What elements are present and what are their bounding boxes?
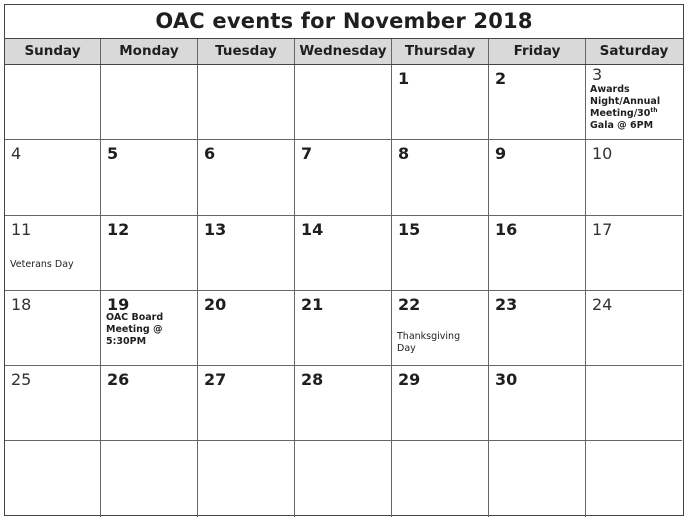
day-cell-19 <box>101 291 198 366</box>
day-number: 25 <box>11 370 32 390</box>
day-cell-24 <box>586 291 682 366</box>
event-line <box>590 108 660 120</box>
day-cell-25 <box>5 366 101 441</box>
day-cell-18 <box>5 291 101 366</box>
day-number: 13 <box>204 219 227 239</box>
day-cell-20 <box>198 291 295 366</box>
day-cell-empty <box>392 441 489 516</box>
day-number: 9 <box>495 144 507 164</box>
event-oac-board-meeting <box>106 312 163 348</box>
day-number: 1 <box>398 69 410 88</box>
day-cell-16 <box>489 216 586 291</box>
event-text: Meeting/30 <box>590 108 651 119</box>
calendar-title: OAC events for November 2018 <box>5 5 683 39</box>
day-cell-13 <box>198 216 295 291</box>
day-cell-empty <box>101 441 198 516</box>
event-line: Awards <box>590 84 630 95</box>
day-number: 7 <box>301 144 313 164</box>
day-number: 28 <box>301 370 324 390</box>
day-number: 15 <box>398 219 421 239</box>
day-number: 11 <box>11 219 32 239</box>
day-cell-8 <box>392 140 489 215</box>
day-number: 20 <box>204 294 227 314</box>
day-cell-28 <box>295 366 392 441</box>
day-cell-4 <box>5 140 101 215</box>
day-cell-15 <box>392 216 489 291</box>
day-number: 10 <box>592 144 613 164</box>
day-number: 14 <box>301 219 324 239</box>
day-number: 30 <box>495 370 518 390</box>
weekday-wednesday: Wednesday <box>295 39 392 64</box>
event-line: Night/Annual <box>590 96 661 107</box>
day-cell-21 <box>295 291 392 366</box>
weekday-sunday: Sunday <box>5 39 101 64</box>
day-cell-empty <box>489 441 586 516</box>
day-cell-11 <box>5 216 101 291</box>
weekday-friday: Friday <box>489 39 586 64</box>
day-cell-empty <box>198 441 295 516</box>
day-number: 6 <box>204 144 216 164</box>
day-number: 12 <box>107 219 130 239</box>
day-cell-9 <box>489 140 586 215</box>
event-line: Meeting @ <box>106 323 163 335</box>
day-cell-6 <box>198 140 295 215</box>
event-awards-night <box>590 84 660 132</box>
event-line: OAC Board <box>106 311 164 323</box>
day-cell-empty <box>5 65 101 140</box>
day-cell-5 <box>101 140 198 215</box>
day-cell-10 <box>586 140 682 215</box>
weekday-monday: Monday <box>101 39 198 64</box>
day-number: 24 <box>592 294 613 314</box>
day-cell-1 <box>392 65 489 140</box>
day-number: 29 <box>398 370 421 390</box>
event-veterans-day: Veterans Day <box>10 258 74 270</box>
day-cell-27 <box>198 366 295 441</box>
day-cell-7 <box>295 140 392 215</box>
event-thanksgiving <box>397 331 460 355</box>
day-number: 19 <box>107 294 130 314</box>
event-line: Day <box>397 342 416 354</box>
day-number: 8 <box>398 144 410 164</box>
event-line: Thanksgiving <box>397 330 461 342</box>
day-number: 21 <box>301 294 324 314</box>
day-cell-empty <box>295 441 392 516</box>
day-cell-26 <box>101 366 198 441</box>
weekday-saturday: Saturday <box>599 43 669 59</box>
day-number: 23 <box>495 294 518 314</box>
calendar <box>4 4 684 516</box>
calendar-grid <box>5 65 683 517</box>
day-number: 26 <box>107 370 130 390</box>
day-number: 17 <box>592 219 613 239</box>
day-number: 22 <box>398 294 421 314</box>
day-cell-30 <box>489 366 586 441</box>
day-cell-22 <box>392 291 489 366</box>
day-cell-empty <box>198 65 295 140</box>
day-number: 27 <box>204 370 227 390</box>
day-number: 4 <box>11 144 22 164</box>
weekday-tuesday: Tuesday <box>198 39 295 64</box>
day-number: 5 <box>107 144 119 164</box>
weekday-thursday: Thursday <box>392 39 489 64</box>
day-number: 3 <box>592 65 603 84</box>
weekday-header <box>5 39 683 65</box>
day-cell-empty <box>586 441 682 516</box>
day-cell-12 <box>101 216 198 291</box>
day-cell-23 <box>489 291 586 366</box>
event-line: 5:30PM <box>106 335 147 347</box>
day-number: 16 <box>495 219 518 239</box>
day-cell-empty <box>586 366 682 441</box>
event-superscript: th <box>650 106 658 114</box>
day-cell-17 <box>586 216 682 291</box>
day-cell-29 <box>392 366 489 441</box>
day-cell-14 <box>295 216 392 291</box>
day-cell-empty <box>101 65 198 140</box>
day-cell-empty <box>5 441 101 516</box>
day-number: 2 <box>495 69 507 88</box>
day-cell-2 <box>489 65 586 140</box>
day-cell-3 <box>586 65 682 140</box>
event-line: Gala @ 6PM <box>590 120 654 131</box>
day-cell-empty <box>295 65 392 140</box>
day-number: 18 <box>11 294 32 314</box>
